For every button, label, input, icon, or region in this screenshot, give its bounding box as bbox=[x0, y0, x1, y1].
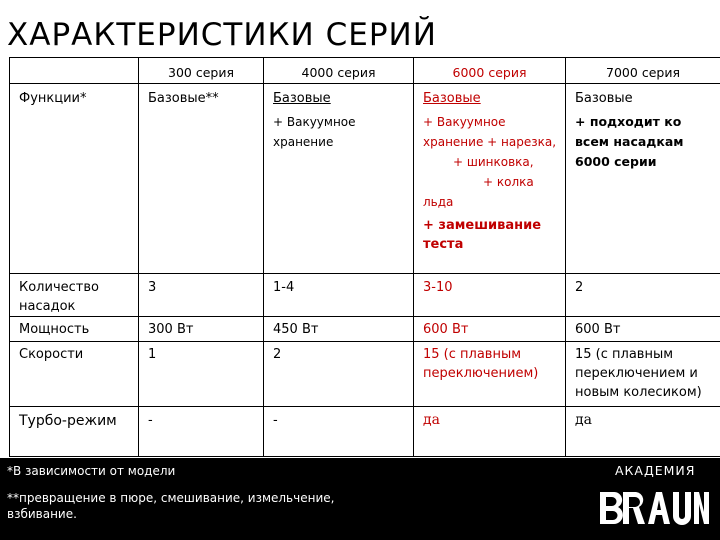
cell-turbo-6000: да bbox=[414, 407, 566, 457]
cell-attachments-7000: 2 bbox=[566, 274, 720, 317]
header-row bbox=[10, 58, 720, 84]
row-label-turbo: Турбо-режим bbox=[10, 407, 139, 457]
series-spec-table bbox=[9, 57, 720, 457]
footnote-functions: **превращение в пюре, смешивание, измельчение, взбивание. bbox=[7, 491, 335, 521]
header-cell-4000: 4000 серия bbox=[264, 58, 414, 84]
row-label-power: Мощность bbox=[10, 317, 139, 342]
cell-functions-6000: Базовые + Вакуумное хранение + нарезка, + шинковка, + колка льда + замешивание теста bbox=[414, 84, 566, 274]
cell-speeds-7000: 15 (с плавным переключением и новым колесиком) bbox=[566, 342, 720, 407]
header-cell-6000: 6000 серия bbox=[414, 58, 566, 84]
row-label-functions: Функции* bbox=[10, 84, 139, 274]
table-row-attachments bbox=[10, 274, 720, 317]
cell-power-6000: 600 Вт bbox=[414, 317, 566, 342]
cell-turbo-300: - bbox=[139, 407, 264, 457]
row-label-speeds: Скорости bbox=[10, 342, 139, 407]
table-row-turbo bbox=[10, 407, 720, 457]
cell-speeds-4000: 2 bbox=[264, 342, 414, 407]
cell-turbo-4000: - bbox=[264, 407, 414, 457]
table-row-functions bbox=[10, 84, 720, 274]
cell-speeds-6000: 15 (с плавным переключением) bbox=[414, 342, 566, 407]
academy-label: АКАДЕМИЯ bbox=[615, 463, 696, 478]
cell-turbo-7000: да bbox=[566, 407, 720, 457]
table-row-power bbox=[10, 317, 720, 342]
cell-functions-300: Базовые** bbox=[139, 84, 264, 274]
header-cell-empty bbox=[10, 58, 139, 84]
cell-attachments-6000: 3-10 bbox=[414, 274, 566, 317]
page-title: ХАРАКТЕРИСТИКИ СЕРИЙ bbox=[7, 17, 437, 53]
header-cell-300: 300 серия bbox=[139, 58, 264, 84]
row-label-attachments: Количество насадок bbox=[10, 274, 139, 317]
cell-functions-4000: Базовые + Вакуумное хранение bbox=[264, 84, 414, 274]
cell-power-4000: 450 Вт bbox=[264, 317, 414, 342]
table-row-speeds bbox=[10, 342, 720, 407]
cell-power-7000: 600 Вт bbox=[566, 317, 720, 342]
header-cell-7000: 7000 серия bbox=[566, 58, 720, 84]
cell-attachments-300: 3 bbox=[139, 274, 264, 317]
cell-power-300: 300 Вт bbox=[139, 317, 264, 342]
braun-logo bbox=[598, 488, 710, 538]
cell-attachments-4000: 1-4 bbox=[264, 274, 414, 317]
cell-speeds-300: 1 bbox=[139, 342, 264, 407]
cell-functions-7000: Базовые + подходит ко всем насадкам 6000 серии bbox=[566, 84, 720, 274]
footnote-model: *В зависимости от модели bbox=[7, 464, 176, 478]
